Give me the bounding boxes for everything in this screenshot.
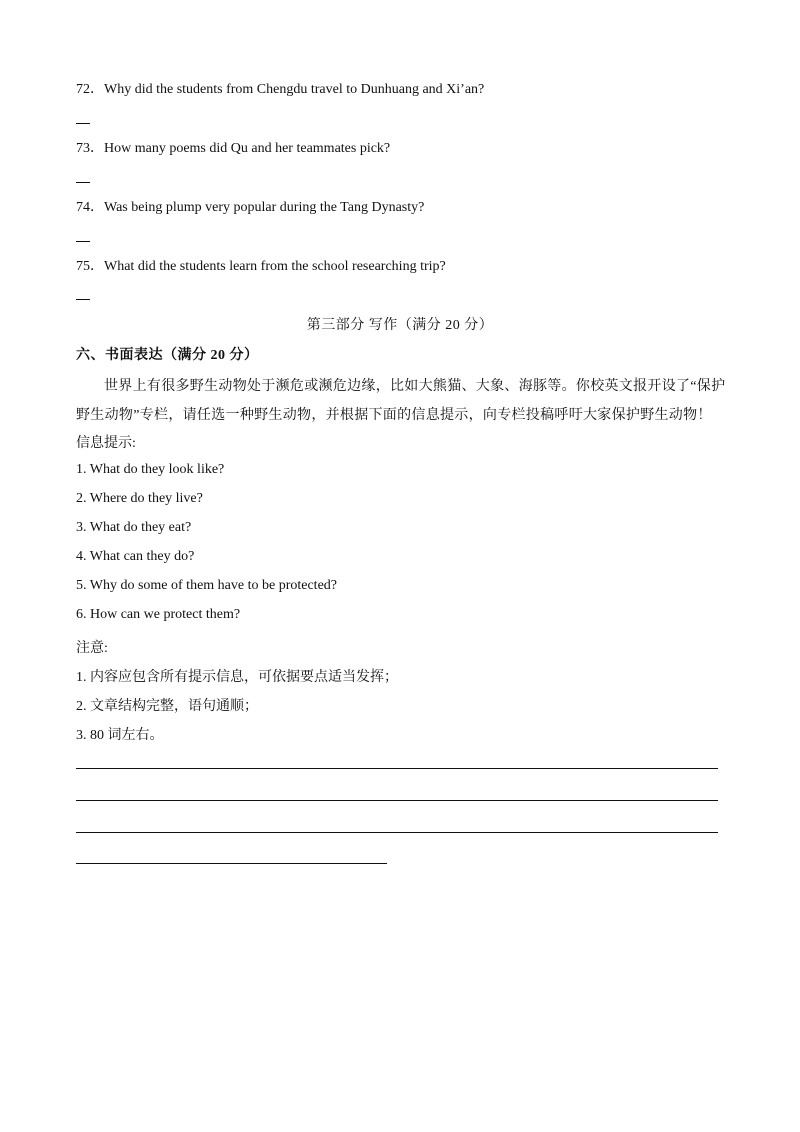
question-number: 75． [76,259,104,274]
question-text: Why did the students from Chengdu travel to Dunhuang and Xi’an? [104,82,485,97]
hint-item: 5. Why do some of them have to be protected? [76,578,337,593]
writing-line[interactable] [76,768,718,769]
part-title: 第三部分 写作（满分 20 分） [306,318,494,333]
question-text: How many poems did Qu and her teammates pick? [104,141,391,156]
notes-label: 注意: [76,641,108,656]
question-75 [76,255,446,275]
question-73 [76,137,390,157]
hint-item: 2. Where do they live? [76,491,203,506]
question-74 [76,196,424,216]
hint-item: 4. What can they do? [76,549,195,564]
prompt-paragraph: 世界上有很多野生动物处于濒危或濒危边缘，比如大熊猫、大象、海豚等。你校英文报开设了“保护野生动物”专栏，请任选一种野生动物，并根据下面的信息提示，向专栏投稿呼吁大家保护野生动物！ [76,379,726,423]
section-heading: 六、书面表达（满分 20 分） [76,348,259,363]
note-item: 2. 文章结构完整，语句通顺； [76,699,258,714]
note-item: 3. 80 词左右。 [76,728,164,743]
note-item: 1. 内容应包含所有提示信息，可依据要点适当发挥； [76,670,398,685]
question-72 [76,78,484,98]
question-number: 73． [76,141,104,156]
hints-label: 信息提示: [76,436,136,451]
answer-line-75[interactable] [76,299,90,300]
answer-line-72[interactable] [76,123,90,124]
writing-line[interactable] [76,800,718,801]
question-text: Was being plump very popular during the Tang Dynasty? [104,200,425,215]
answer-line-74[interactable] [76,241,90,242]
writing-line[interactable] [76,832,718,833]
hint-item: 6. How can we protect them? [76,607,241,622]
question-number: 72． [76,82,104,97]
hint-item: 1. What do they look like? [76,462,225,477]
writing-line[interactable] [76,863,387,864]
question-number: 74． [76,200,104,215]
answer-line-73[interactable] [76,182,90,183]
hint-item: 3. What do they eat? [76,520,192,535]
question-text: What did the students learn from the school researching trip? [104,259,446,274]
